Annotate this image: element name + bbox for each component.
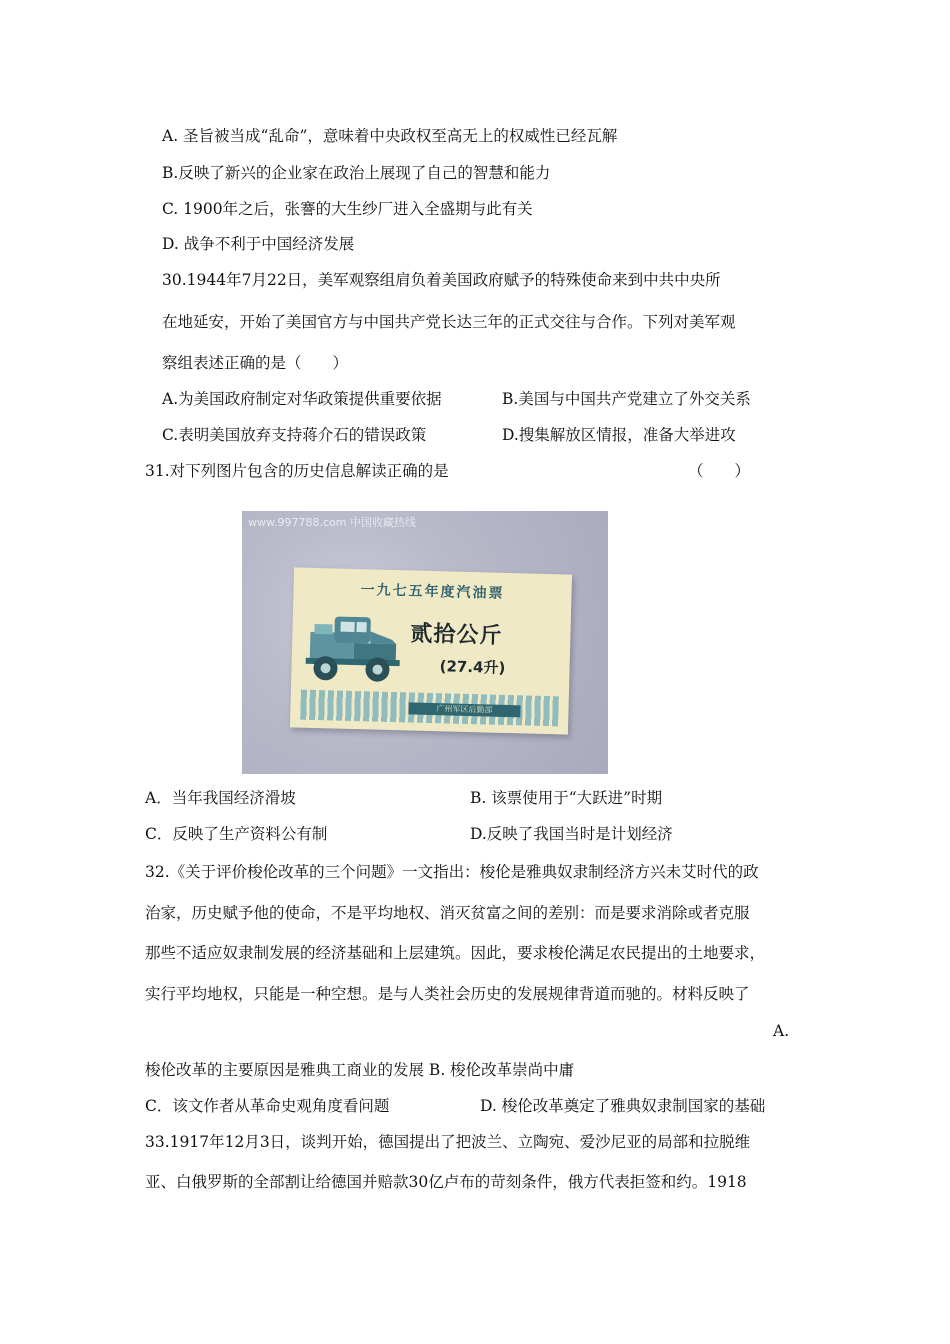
q29-option-a: A. 圣旨被当成“乱命”，意味着中央政权至高无上的权威性已经瓦解 xyxy=(162,127,618,145)
q31-option-d: D.反映了我国当时是计划经济 xyxy=(470,825,673,843)
q31-option-a: A．当年我国经济滑坡 xyxy=(145,789,296,807)
q30-option-b: B.美国与中国共产党建立了外交关系 xyxy=(502,390,751,408)
q32-option-c: C．该文作者从革命史观角度看问题 xyxy=(145,1097,390,1115)
q29-option-c: C. 1900年之后，张謇的大生纱厂进入全盛期与此有关 xyxy=(162,200,533,218)
ticket-volume: (27.4升) xyxy=(439,657,506,677)
q31-option-b: B. 该票使用于“大跃进”时期 xyxy=(470,789,663,807)
q30-option-a: A.为美国政府制定对华政策提供重要依据 xyxy=(162,390,442,408)
truck-icon xyxy=(303,602,405,693)
q31-stem: 31.对下列图片包含的历史信息解读正确的是 xyxy=(145,462,449,480)
photo-watermark: www.997788.com 中国收藏热线 xyxy=(248,516,416,529)
q30-option-c: C.表明美国放弃支持蒋介石的错误政策 xyxy=(162,426,427,444)
q32-option-d: D. 梭伦改革奠定了雅典奴隶制国家的基础 xyxy=(480,1097,766,1115)
ticket-amount: 贰拾公斤 xyxy=(410,621,503,649)
q31-option-c: C．反映了生产资料公有制 xyxy=(145,825,328,843)
q29-option-b: B.反映了新兴的企业家在政治上展现了自己的智慧和能力 xyxy=(162,164,551,182)
q30-option-d: D.搜集解放区情报，准备大举进攻 xyxy=(502,426,736,444)
q32-stem-line-2: 治家，历史赋予他的使命，不是平均地权、消灭贫富之间的差别：而是要求消除或者克服 xyxy=(145,904,750,922)
gasoline-ticket-photo xyxy=(242,511,608,774)
q29-option-d: D. 战争不利于中国经济发展 xyxy=(162,235,355,253)
gasoline-ticket xyxy=(290,567,572,734)
q31-answer-parentheses: （ ） xyxy=(688,462,751,480)
ticket-title: 一九七五年度汽油票 xyxy=(360,582,505,602)
q33-stem-line-2: 亚、白俄罗斯的全部割让给德国并赔款30亿卢布的苛刻条件，俄方代表拒签和约。1918 xyxy=(145,1173,747,1191)
q32-stem-line-1: 32.《关于评价梭伦改革的三个问题》一文指出：梭伦是雅典奴隶制经济方兴未艾时代的政 xyxy=(145,863,759,881)
q33-stem-line-1: 33.1917年12月3日，谈判开始，德国提出了把波兰、立陶宛、爱沙尼亚的局部和拉脱维 xyxy=(145,1133,751,1151)
q32-stem-line-4: 实行平均地权，只能是一种空想。是与人类社会历史的发展规律背道而驰的。材料反映了 xyxy=(145,985,750,1003)
q32-stem-line-3: 那些不适应奴隶制发展的经济基础和上层建筑。因此，要求梭伦满足农民提出的土地要求， xyxy=(145,944,766,962)
q30-stem-line-3: 察组表述正确的是（ ） xyxy=(162,354,349,372)
q30-stem-line-2: 在地延安，开始了美国官方与中国共产党长达三年的正式交往与合作。下列对美军观 xyxy=(162,313,736,331)
q32-option-a-b: 梭伦改革的主要原因是雅典工商业的发展 B. 梭伦改革崇尚中庸 xyxy=(145,1061,575,1079)
ticket-issuer: 广州军区后勤部 xyxy=(408,702,520,717)
q32-option-a-label: A. xyxy=(773,1022,790,1040)
q30-stem-line-1: 30.1944年7月22日，美军观察组肩负着美国政府赋予的特殊使命来到中共中央所 xyxy=(162,271,721,289)
